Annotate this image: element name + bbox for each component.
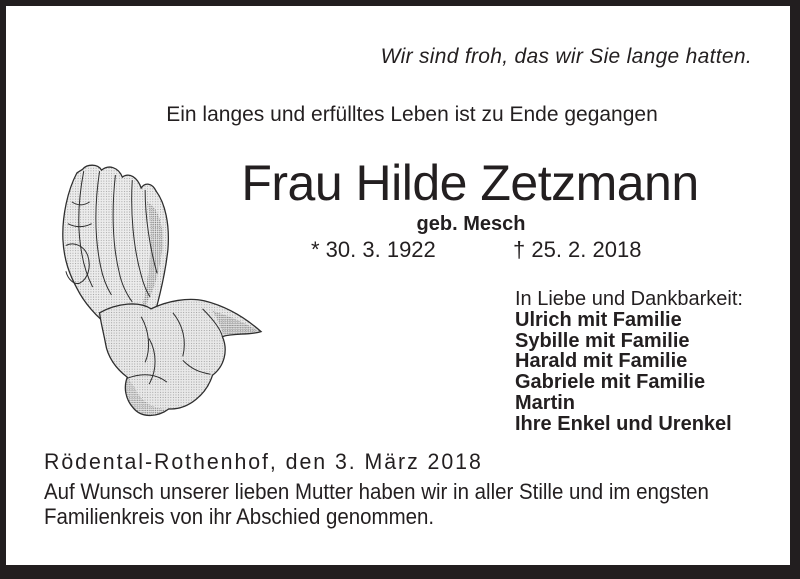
praying-hands-icon — [54, 162, 267, 425]
mourner-name: Harald mit Familie — [515, 350, 688, 373]
mourner-name: Ulrich mit Familie — [515, 308, 682, 331]
mourner-name: Sybille mit Familie — [515, 329, 690, 352]
intro-line: Ein langes und erfülltes Leben ist zu Ende gegangen — [166, 103, 658, 126]
birth-date: * 30. 3. 1922 — [311, 237, 436, 262]
mourner-name: Ihre Enkel und Urenkel — [515, 412, 732, 435]
frame-border-bottom — [0, 565, 800, 579]
maiden-name: geb. Mesch — [416, 213, 526, 235]
death-date: † 25. 2. 2018 — [513, 237, 642, 262]
frame-border-right — [790, 0, 800, 579]
mourners-block — [515, 289, 743, 435]
closing-text-line1: Auf Wunsch unserer lieben Mutter haben wir in aller Stille und im engsten — [44, 479, 709, 504]
closing-text-line2: Familienkreis von ihr Abschied genommen. — [44, 504, 435, 529]
epigraph: Wir sind froh, das wir Sie lange hatten. — [380, 45, 752, 68]
frame-border-left — [0, 0, 6, 579]
mourner-name: Martin — [515, 391, 575, 414]
deceased-name: Frau Hilde Zetzmann — [241, 155, 699, 211]
place-dateline: Rödental-Rothenhof, den 3. März 2018 — [44, 449, 483, 474]
mourners-heading: In Liebe und Dankbarkeit: — [515, 288, 743, 310]
frame-border-top — [0, 0, 800, 6]
mourner-name: Gabriele mit Familie — [515, 371, 706, 394]
